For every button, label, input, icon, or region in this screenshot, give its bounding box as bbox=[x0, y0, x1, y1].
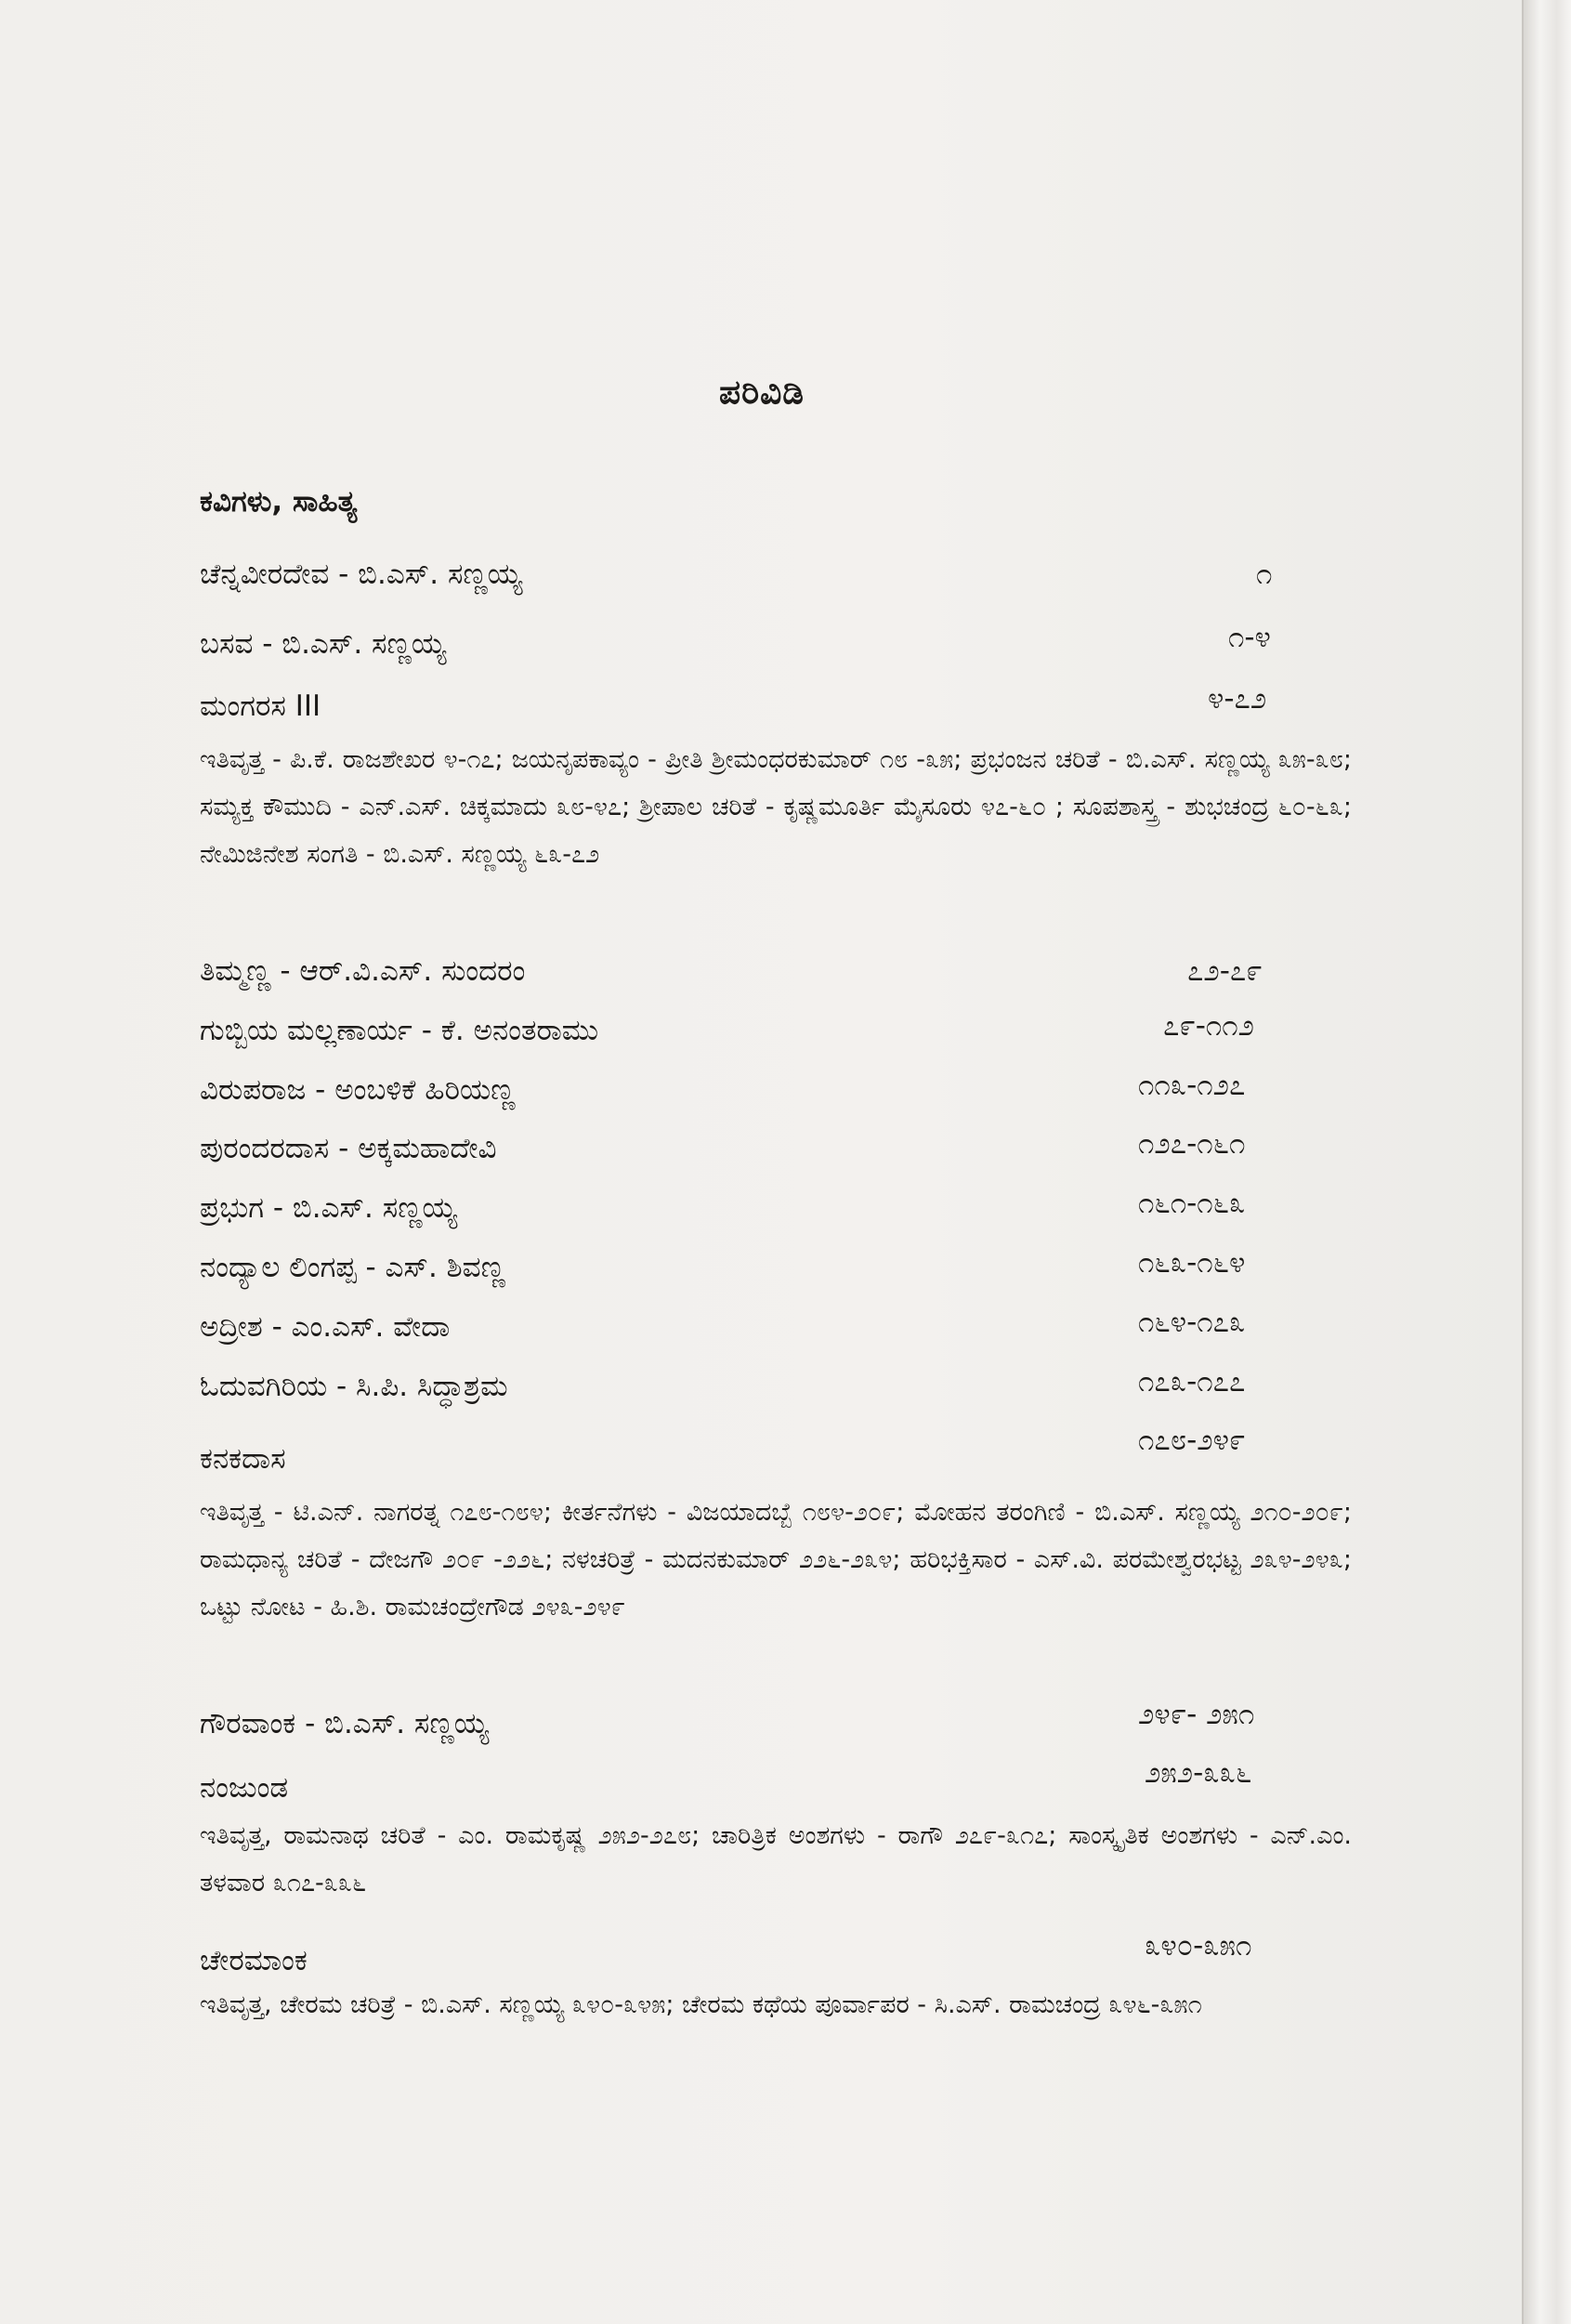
sub-entries-paragraph: ಇತಿವೃತ್ತ - ಟಿ.ಎನ್. ನಾಗರತ್ನ ೧೭೮-೧೮೪; ಕೀರ್ತನೆಗಳು - ವಿಜಯಾದಬ್ಬೆ ೧೮೪-೨೦೯; ಮೋಹನ ತರಂಗಿಣಿ - ಬಿ.ಎಸ್. ಸಣ್ಣಯ್ಯ ೨೧೦-೨೦೯; ರಾಮಧಾನ್ಯ ಚರಿತೆ - ದೇಜಗೌ ೨೦೯ -೨೨೬; ನಳಚರಿತ್ರೆ - ಮದನಕುಮಾರ್ ೨೨೬-೨೩೪; ಹರಿಭಕ್ತಿಸಾರ - ಎಸ್.ವಿ. ಪರಮೇಶ್ವರಭಟ್ಟ ೨೩೪-೨೪೩; ಒಟ್ಟು ನೋಟ - ಹಿ.ಶಿ. ರಾಮಚಂದ್ರೇಗೌಡ ೨೪೩-೨೪೯ bbox=[200, 1498, 1352, 1622]
toc-entry bbox=[200, 954, 525, 989]
toc-entry-pages: ೧೨೭-೧೬೧ bbox=[1138, 1127, 1246, 1161]
toc-entry-pages: ೧-೪ bbox=[1228, 621, 1271, 654]
toc-entry-title: ವಿರುಪರಾಜ - ಅಂಬಳಿಕೆ ಹಿರಿಯಣ್ಣ bbox=[200, 1073, 516, 1107]
toc-entry-pages: ೧೬೧-೧೬೩ bbox=[1138, 1187, 1246, 1220]
sub-entries-paragraph: ಇತಿವೃತ್ತ - ಪಿ.ಕೆ. ರಾಜಶೇಖರ ೪-೧೭; ಜಯನೃಪಕಾವ್ಯಂ - ಪ್ರೀತಿ ಶ್ರೀಮಂಧರಕುಮಾರ್ ೧೮ -೩೫; ಪ್ರಭಂಜನ ಚರಿತೆ - ಬಿ.ಎಸ್. ಸಣ್ಣಯ್ಯ ೩೫-೩೮; ಸಮ್ಯಕ್ತ ಕೌಮುದಿ - ಎನ್.ಎಸ್. ಚಿಕ್ಕಮಾದು ೩೮-೪೭; ಶ್ರೀಪಾಲ ಚರಿತೆ - ಕೃಷ್ಣಮೂರ್ತಿ ಮೈಸೂರು ೪೭-೬೦ ; ಸೂಪಶಾಸ್ತ್ರ - ಶುಭಚಂದ್ರ ೬೦-೬೩; ನೇಮಿಜಿನೇಶ ಸಂಗತಿ - ಬಿ.ಎಸ್. ಸಣ್ಣಯ್ಯ ೬೩-೭೨ bbox=[200, 745, 1352, 869]
toc-entry-title: ಮಂಗರಸ III bbox=[200, 689, 321, 723]
toc-entry-title: ಚೆನ್ನವೀರದೇವ - ಬಿ.ಎಸ್. ಸಣ್ಣಯ್ಯ bbox=[200, 558, 523, 591]
toc-entry bbox=[200, 1191, 457, 1226]
toc-entry-pages: ೨೪೯- ೨೫೧ bbox=[1138, 1698, 1255, 1731]
toc-entry-title: ಪ್ರಭುಗ - ಬಿ.ಎಸ್. ಸಣ್ಣಯ್ಯ bbox=[200, 1191, 458, 1225]
toc-entry-pages: ೧೭೩-೧೭೭ bbox=[1138, 1365, 1246, 1398]
toc-entry-title: ಕನಕದಾಸ bbox=[200, 1442, 286, 1476]
sub-entries-paragraph: ಇತಿವೃತ್ತ, ಚೇರಮ ಚರಿತ್ರೆ - ಬಿ.ಎಸ್. ಸಣ್ಣಯ್ಯ ೩೪೦-೩೪೫; ಚೇರಮ ಕಥೆಯ ಪೂರ್ವಾಪರ - ಸಿ.ಎಸ್. ರಾಮಚಂದ್ರ ೩೪೬-೩೫೧ bbox=[200, 1990, 1202, 2019]
toc-entry bbox=[200, 1370, 508, 1404]
toc-entry-pages: ೨೫೨-೩೩೬ bbox=[1145, 1756, 1252, 1790]
toc-entry-title: ಗುಬ್ಬಿಯ ಮಲ್ಲಣಾರ್ಯ - ಕೆ. ಅನಂತರಾಮು bbox=[200, 1014, 599, 1047]
toc-entry-pages: ೧೬೩-೧೬೪ bbox=[1138, 1246, 1246, 1280]
toc-entry-pages: ೩೪೦-೩೫೧ bbox=[1145, 1929, 1252, 1963]
toc-entry-title: ಬಸವ - ಬಿ.ಎಸ್. ಸಣ್ಣಯ್ಯ bbox=[200, 627, 447, 661]
toc-entry-title: ನಂದ್ಯಾಲ ಲಿಂಗಪ್ಪ - ಎಸ್. ಶಿವಣ್ಣ bbox=[200, 1251, 505, 1284]
toc-entry-pages: ೧ bbox=[1256, 558, 1273, 591]
sub-entries-paragraph: ಇತಿವೃತ್ತ, ರಾಮನಾಥ ಚರಿತೆ - ಎಂ. ರಾಮಕೃಷ್ಣ ೨೫೨-೨೭೮; ಚಾರಿತ್ರಿಕ ಅಂಶಗಳು - ರಾಗೌ ೨೭೯-೩೧೭; ಸಾಂಸ್ಕೃತಿಕ ಅಂಶಗಳು - ಎನ್.ಎಂ. ತಳವಾರ ೩೧೭-೩೩೬ bbox=[200, 1821, 1352, 1897]
toc-entry-pages: ೧೭೮-೨೪೯ bbox=[1138, 1424, 1246, 1457]
toc-entry-title: ಪುರಂದರದಾಸ - ಅಕ್ಕಮಹಾದೇವಿ bbox=[200, 1132, 497, 1165]
section-heading: ಕವಿಗಳು, ಸಾಹಿತ್ಯ bbox=[200, 485, 358, 519]
toc-entry-pages: ೭೨-೭೯ bbox=[1187, 954, 1263, 988]
toc-entry bbox=[200, 1707, 489, 1741]
toc-entry bbox=[200, 1132, 497, 1166]
toc-entry bbox=[200, 1251, 505, 1285]
toc-entry bbox=[200, 1310, 450, 1345]
toc-entry bbox=[200, 558, 522, 592]
toc-entry-pages: ೧೬೪-೧೭೩ bbox=[1138, 1306, 1246, 1339]
toc-entry-pages: ೪-೭೨ bbox=[1208, 682, 1267, 716]
page-title: ಪರಿವಿಡಿ bbox=[719, 374, 805, 413]
toc-entry bbox=[200, 627, 446, 662]
toc-entry-title: ನಂಜುಂಡ bbox=[200, 1771, 289, 1805]
toc-entry-title: ತಿಮ್ಮಣ್ಣ - ಆರ್.ವಿ.ಎಸ್. ಸುಂದರಂ bbox=[200, 954, 526, 988]
toc-entry-title: ಅದ್ರೀಶ - ಎಂ.ಎಸ್. ವೇದಾ bbox=[200, 1310, 451, 1344]
page-edge-shadow bbox=[1522, 0, 1571, 2324]
toc-entry bbox=[200, 1073, 516, 1108]
toc-entry-title: ಚೇರಮಾಂಕ bbox=[200, 1944, 308, 1977]
toc-entry-title: ಗೌರವಾಂಕ - ಬಿ.ಎಸ್. ಸಣ್ಣಯ್ಯ bbox=[200, 1707, 490, 1740]
toc-entry bbox=[200, 689, 321, 724]
toc-entry bbox=[200, 1014, 598, 1048]
toc-entry-title: ಓದುವಗಿರಿಯ - ಸಿ.ಪಿ. ಸಿದ್ಧಾಶ್ರಮ bbox=[200, 1370, 508, 1403]
toc-entry-pages: ೭೯-೧೧೨ bbox=[1163, 1009, 1254, 1043]
toc-entry-pages: ೧೧೩-೧೨೭ bbox=[1138, 1069, 1246, 1102]
